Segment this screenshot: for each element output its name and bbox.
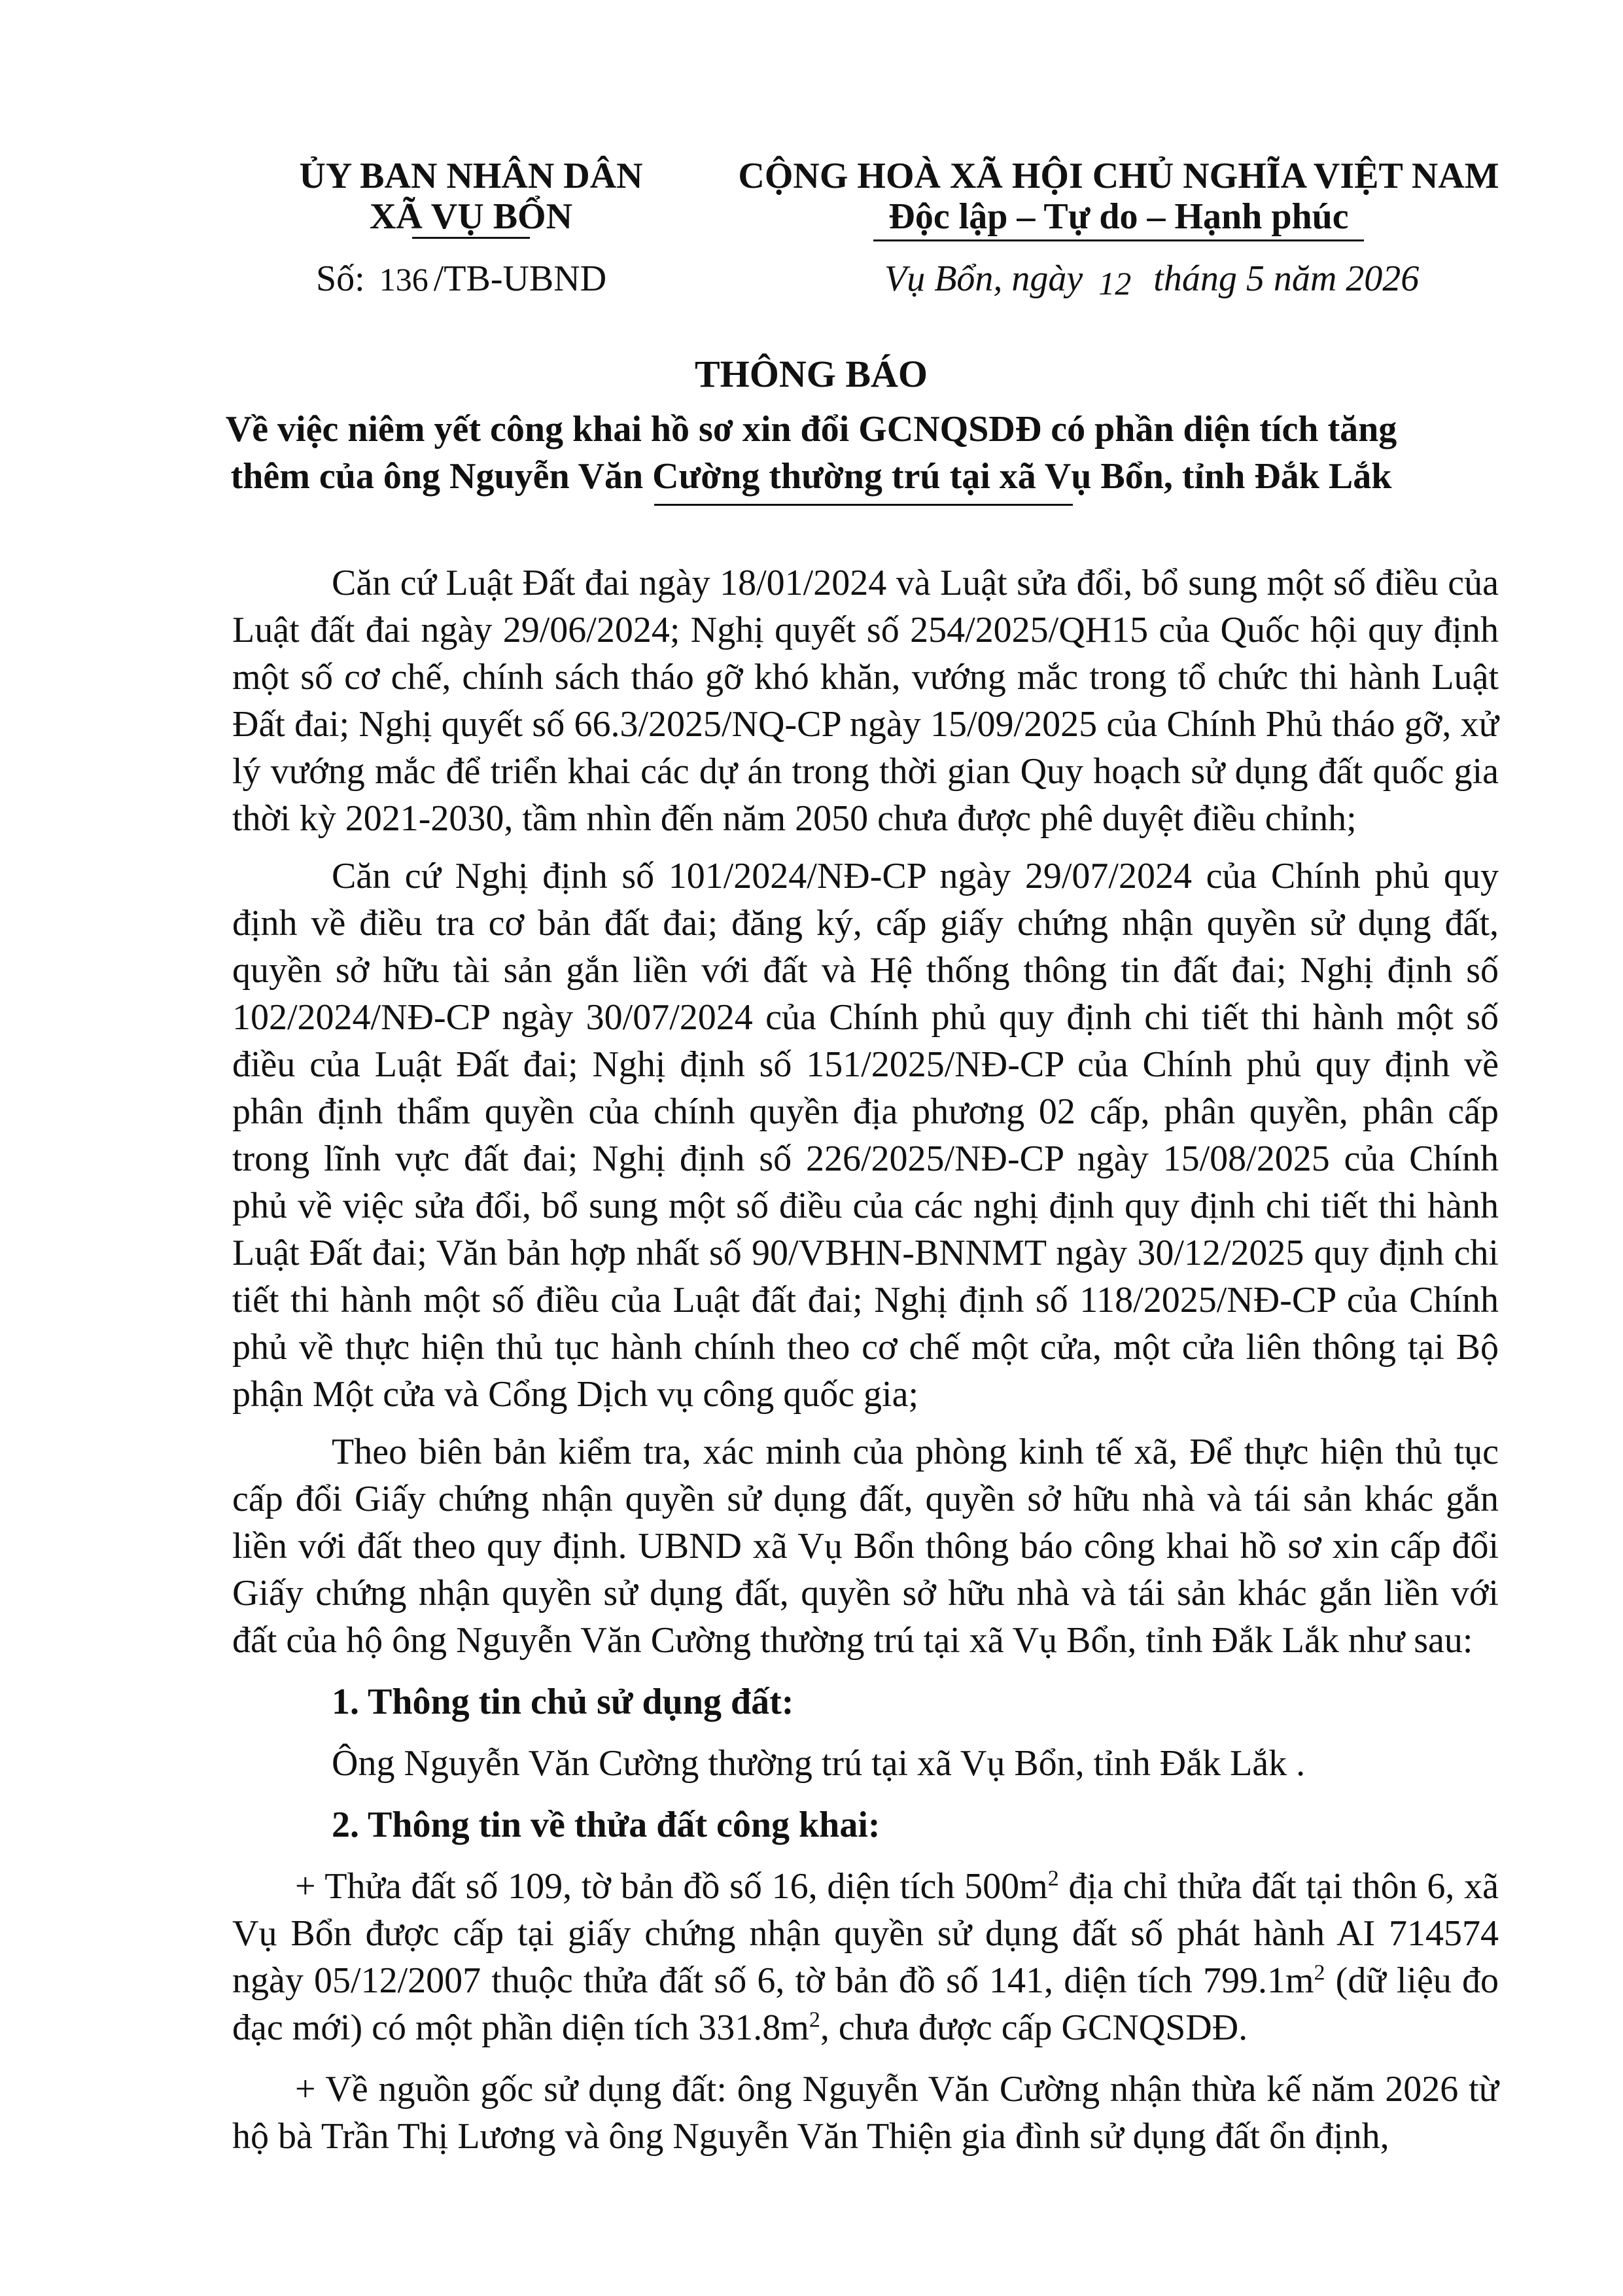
authority-underline (412, 237, 530, 239)
notice-subject (157, 406, 1465, 500)
section2-heading: 2. Thông tin về thửa đất công khai: (332, 1805, 881, 1845)
motto-underline (873, 239, 1364, 241)
legal-basis-paragraph-1: Căn cứ Luật Đất đai ngày 18/01/2024 và Luật sửa đổi, bổ sung một số điều của Luật đất đai ngày 29/06/2024; Nghị quyết số 254/2025/QH15 của Quốc hội quy định một số cơ chế, chính sách tháo gỡ khó khăn, vướng mắc trong tổ chức thi hành Luật Đất đai; Nghị quyết số 66.3/2025/NQ-CP ngày 15/09/2025 của Chính Phủ tháo gỡ, xử lý vướng mắc để triển khai các dự án trong thời gian Quy hoạch sử dụng đất quốc gia thời kỳ 2021-2030, tầm nhìn đến năm 2050 chưa được phê duyệt điều chỉnh; (232, 563, 1499, 839)
document-number (316, 258, 606, 300)
legal-basis-paragraph-2: Căn cứ Nghị định số 101/2024/NĐ-CP ngày 29/07/2024 của Chính phủ quy định về điều tra cơ bản đất đai; đăng ký, cấp giấy chứng nhận quyền sử dụng đất, quyền sở hữu tài sản gắn liền với đất và Hệ thống thông tin đất đai; Nghị định số 102/2024/NĐ-CP ngày 30/07/2024 của Chính phủ quy định chi tiết thi hành một số điều của Luật Đất đai; Nghị định số 151/2025/NĐ-CP của Chính phủ quy định về phân định thẩm quyền của chính quyền địa phương 02 cấp, phân quyền, phân cấp trong lĩnh vực đất đai; Nghị định số 226/2025/NĐ-CP ngày 15/08/2025 của Chính phủ về việc sửa đổi, bổ sung một số điều của các nghị định quy định chi tiết thi hành Luật Đất đai; Văn bản hợp nhất số 90/VBHN-BNNMT ngày 30/12/2025 quy định chi tiết thi hành một số điều của Luật đất đai; Nghị định số 118/2025/NĐ-CP của Chính phủ về thực hiện thủ tục hành chính theo cơ chế một cửa, một cửa liên thông tại Bộ phận Một cửa và Cổng Dịch vụ công quốc gia; (232, 856, 1499, 1415)
authority-line2: XÃ VỤ BỔN (369, 196, 573, 237)
authority-line1: ỦY BAN NHÂN DÂN (299, 156, 643, 196)
doc-number-prefix: Số: (316, 258, 365, 299)
section1-heading: 1. Thông tin chủ sử dụng đất: (332, 1682, 794, 1722)
issuing-authority (275, 156, 667, 237)
date-day: 12 (1098, 265, 1132, 302)
national-motto: Độc lập – Tự do – Hạnh phúc (888, 196, 1349, 237)
country-name: CỘNG HOÀ XÃ HỘI CHỦ NGHĨA VIỆT NAM (738, 156, 1499, 196)
doc-number-value: 136 (379, 261, 428, 298)
national-heading (720, 156, 1518, 237)
subject-line2: thêm của ông Nguyễn Văn Cường thường trú tại xã Vụ Bổn, tỉnh Đắk Lắk (230, 456, 1392, 497)
doc-number-suffix: /TB-UBND (433, 258, 607, 299)
date-suffix: tháng 5 năm 2026 (1153, 258, 1420, 299)
verification-paragraph: Theo biên bản kiểm tra, xác minh của phòng kinh tế xã, Để thực hiện thủ tục cấp đổi Giấy chứng nhận quyền sử dụng đất, quyền sở hữu nhà và tái sản khác gắn liền với đất theo quy định. UBND xã Vụ Bổn thông báo công khai hồ sơ xin cấp đổi Giấy chứng nhận quyền sử dụng đất, quyền sở hữu nhà và tái sản khác gắn liền với đất của hộ ông Nguyễn Văn Cường thường trú tại xã Vụ Bổn, tỉnh Đắk Lắk như sau: (232, 1432, 1499, 1661)
parcel-description: + Thửa đất số 109, tờ bản đồ số 16, diện tích $500m^2$ địa chỉ thửa đất tại thôn 6, xã Vụ Bổn được cấp tại giấy chứng nhận quyền sử dụng đất số phát hành AI 714574 ngày 05/12/2007 thuộc thửa đất số 6, tờ bản đồ số 141, diện tích $799.1m^2$ (dữ liệu đo đạc mới) có một phần diện tích $331.8m^2$, chưa được cấp GCNQSDĐ. (232, 1866, 1499, 2048)
document-date (884, 258, 1419, 300)
section1-text: Ông Nguyễn Văn Cường thường trú tại xã Vụ Bổn, tỉnh Đắk Lắk . (332, 1743, 1306, 1784)
notice-title: THÔNG BÁO (694, 353, 928, 395)
date-prefix: Vụ Bổn, ngày (884, 258, 1083, 299)
title-underline (654, 504, 1073, 506)
subject-line1: Về việc niêm yết công khai hồ sơ xin đổi GCNQSDĐ có phần diện tích tăng (225, 409, 1397, 450)
notice-body (232, 559, 1499, 2160)
land-origin-paragraph: + Về nguồn gốc sử dụng đất: ông Nguyễn Văn Cường nhận thừa kế năm 2026 từ hộ bà Trần Thị Lương và ông Nguyễn Văn Thiện gia đình sử dụng đất ổn định, (232, 2069, 1499, 2157)
